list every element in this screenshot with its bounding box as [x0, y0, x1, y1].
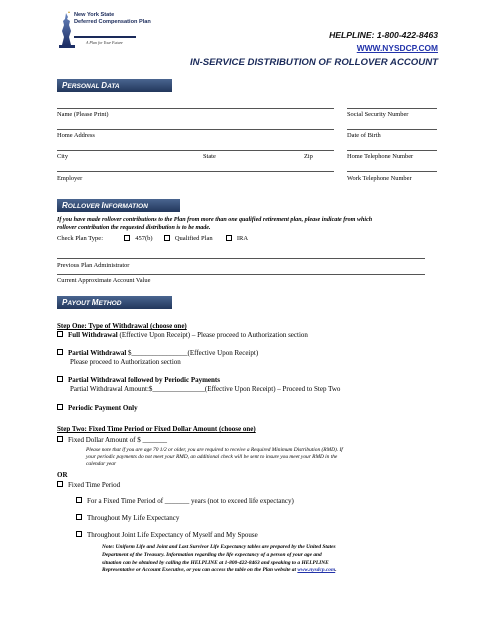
state-label: State: [203, 153, 216, 160]
section-header-payout-method: PAYOUT METHOD: [57, 296, 172, 309]
name-field[interactable]: [57, 108, 334, 109]
dob-label: Date of Birth: [347, 132, 381, 139]
check-plan-type-label: Check Plan Type:: [57, 235, 104, 242]
website-link[interactable]: WWW.NYSDCP.COM: [356, 43, 438, 53]
zip-label: Zip: [304, 153, 313, 160]
rmd-note-line3: calendar year: [86, 461, 117, 467]
checkbox-fixed-time[interactable]: [57, 481, 63, 487]
note-line2: Department of the Treasury. Information regarding the life expectancy of a person of your age and: [102, 551, 322, 558]
nysdcp-link[interactable]: www.nysdcp.com: [297, 567, 336, 574]
option-partial-withdrawal: Partial Withdrawal $________________(Effective Upon Receipt): [57, 349, 258, 357]
work-phone-label: Work Telephone Number: [347, 175, 412, 182]
ssn-label: Social Security Number: [347, 111, 409, 118]
option-full-withdrawal: Full Withdrawal (Effective Upon Receipt) – Please proceed to Authorization section: [57, 331, 308, 339]
helpline-number: HELPLINE: 1-800-422-8463: [329, 30, 438, 40]
checkbox-fixed-period[interactable]: [76, 497, 82, 503]
option-partial-periodic: Partial Withdrawal followed by Periodic Payments: [57, 376, 220, 384]
account-value-field[interactable]: [57, 274, 425, 275]
address-field[interactable]: [57, 129, 334, 130]
prev-admin-label: Previous Plan Administrator: [57, 262, 130, 269]
checkbox-ira[interactable]: [226, 235, 232, 241]
city-state-zip-field[interactable]: [57, 150, 334, 151]
rollover-instruction-line2: rollover contribution the requested distribution is to be made.: [57, 225, 211, 231]
option-fixed-dollar: Fixed Dollar Amount of $ _______: [57, 436, 167, 444]
org-name-line2: Deferred Compensation Plan: [74, 19, 151, 25]
org-tagline: A Plan for Your Future: [86, 40, 123, 45]
option-periodic-only: Periodic Payment Only: [57, 404, 138, 412]
note-line1: Note: Uniform Life and Joint and Last Survivor Life Expectancy tables are prepared by the United States: [102, 544, 336, 550]
city-label: City: [57, 153, 69, 160]
step-one-heading: Step One: Type of Withdrawal (choose one): [57, 322, 187, 330]
option-fixed-time: Fixed Time Period: [57, 481, 120, 489]
checkbox-joint-life[interactable]: [76, 531, 82, 537]
ssn-field[interactable]: [347, 108, 437, 109]
section-header-personal-data: PERSONAL DATA: [57, 79, 172, 92]
checkbox-life-expectancy[interactable]: [76, 514, 82, 520]
partial-periodic-amount: Partial Withdrawal Amount:$_______________(Effective Upon Receipt) – Proceed to Step Two: [70, 385, 341, 393]
name-label: Name (Please Print): [57, 111, 109, 118]
note-line4: Representative or Account Executive, or you can access the table on the Plan website at www.nysdcp.com.: [102, 567, 337, 574]
page-title: IN-SERVICE DISTRIBUTION OF ROLLOVER ACCOUNT: [189, 57, 438, 68]
rmd-note-line2: your periodic payments do not meet your RMD, an additional check will be sent to insure you meet your RMD in the: [86, 454, 338, 460]
check-plan-type-row: [57, 235, 248, 242]
section-header-rollover-information: ROLLOVER INFORMATION: [57, 199, 180, 212]
checkbox-partial-withdrawal[interactable]: [57, 349, 63, 355]
logo-underline: [74, 36, 136, 38]
option-457b-label: 457(b): [135, 235, 153, 242]
address-label: Home Address: [57, 132, 95, 139]
rollover-instruction-line1: If you have made rollover contributions to the Plan from more than one qualified retirement plan, please indicate from which: [57, 217, 373, 223]
or-divider: OR: [57, 471, 68, 479]
checkbox-fixed-dollar[interactable]: [57, 436, 63, 442]
checkbox-partial-periodic[interactable]: [57, 376, 63, 382]
home-phone-label: Home Telephone Number: [347, 153, 414, 160]
employer-field[interactable]: [57, 171, 334, 172]
checkbox-full-withdrawal[interactable]: [57, 331, 63, 337]
life-expectancy-note: [102, 544, 337, 575]
sub-option-life-expectancy: Throughout My Life Expectancy: [76, 514, 179, 522]
rmd-note-line1: Please note that if you are age 70 1/2 or older, you are required to receive a Required Minimum Distribution (RMD). If: [86, 447, 343, 453]
step-two-heading: Step Two: Fixed Time Period or Fixed Dollar Amount (choose one): [57, 425, 256, 433]
sub-option-fixed-period: For a Fixed Time Period of _______ years (not to exceed life expectancy): [76, 497, 294, 505]
note-line3: situation can be obtained by calling the HELPLINE at 1-800-422-8463 and speaking to a HELPLINE: [102, 559, 329, 566]
dob-field[interactable]: [347, 129, 437, 130]
checkbox-periodic-only[interactable]: [57, 404, 63, 410]
checkbox-457b[interactable]: [124, 235, 130, 241]
org-name-line1: New York State: [74, 12, 115, 18]
employer-label: Employer: [57, 175, 83, 182]
prev-admin-field[interactable]: [57, 258, 425, 259]
option-ira-label: IRA: [236, 235, 249, 242]
partial-withdrawal-note: Please proceed to Authorization section: [70, 358, 181, 366]
option-qualified-plan-label: Qualified Plan: [174, 235, 213, 242]
work-phone-field[interactable]: [347, 171, 437, 172]
sub-option-joint-life: Throughout Joint Life Expectancy of Myself and My Spouse: [76, 531, 258, 539]
rmd-note: [86, 447, 343, 468]
account-value-label: Current Approximate Account Value: [57, 277, 151, 284]
home-phone-field[interactable]: [347, 150, 437, 151]
checkbox-qualified-plan[interactable]: [164, 235, 170, 241]
